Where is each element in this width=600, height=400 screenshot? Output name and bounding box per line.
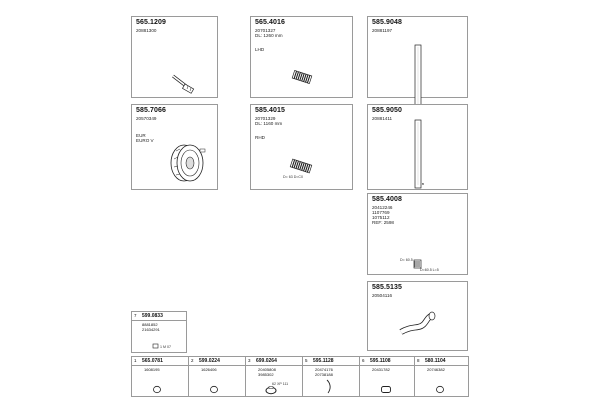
accessory-cell-5 <box>303 357 360 396</box>
diameter-note: D= 63 D=C0 <box>283 175 303 179</box>
part-number: 585.4008 <box>372 196 402 203</box>
part-number: 565.4016 <box>255 19 285 26</box>
part-number: 585.9050 <box>372 107 402 114</box>
part-card-4 <box>131 104 218 190</box>
part-card-7 <box>367 193 468 275</box>
clamp-note: 62 XP 111 <box>272 382 289 386</box>
part-card-5 <box>250 104 353 190</box>
straight-pipe-icon <box>412 119 426 191</box>
band-clamp-icon <box>264 386 278 395</box>
ref-number: 20881197 <box>372 28 393 33</box>
silencer-icon <box>166 139 206 185</box>
ref-number: 1608195 <box>144 367 160 372</box>
ref-number-2: 1107769 <box>372 210 390 215</box>
accessory-cell-3 <box>246 357 303 396</box>
part-number: 565.1209 <box>136 19 166 26</box>
ref-note: REF: 2598 <box>372 220 394 225</box>
part-number: 595.1108 <box>370 358 391 364</box>
clamp-ring-icon <box>435 385 445 394</box>
part-number: 585.9048 <box>372 19 402 26</box>
length-note: D=60.5 L=5 <box>420 268 439 272</box>
accessory-strip <box>131 356 469 397</box>
part-number: 599.0224 <box>199 358 220 364</box>
item-index: 6 <box>362 358 365 363</box>
ref-number-3: 1075112 <box>372 215 390 220</box>
part-number: 585.5135 <box>372 284 402 291</box>
accessory-cell-2 <box>189 357 246 396</box>
ref-number: 20412246 <box>372 205 393 210</box>
ref-number: 1626406 <box>201 367 217 372</box>
length-note: DL: 1160 mm <box>255 121 283 126</box>
ref-number: 20405808 <box>258 367 276 372</box>
hanger-icon <box>325 379 335 395</box>
item-index: 1 <box>134 358 137 363</box>
ref-number: 20570349 <box>136 116 157 121</box>
emission-note: EUR <box>136 133 146 138</box>
part-number: 585.7066 <box>136 107 166 114</box>
flexible-pipe-icon <box>170 72 200 94</box>
item-index: 2 <box>191 358 194 363</box>
ref-number: 20474176 <box>315 367 333 372</box>
part-number: 580.1104 <box>425 358 446 364</box>
part-card-6 <box>367 104 468 190</box>
part-number: 699.0264 <box>256 358 277 364</box>
ref-number-2: 3985302 <box>258 371 274 377</box>
ref-number-2: 21634291 <box>142 326 160 332</box>
ref-number: 20881300 <box>136 28 157 33</box>
bellows-icon <box>289 157 313 175</box>
accessory-cell-6 <box>360 357 415 396</box>
item-index: 8 <box>417 358 420 363</box>
ref-number: 20881411 <box>372 116 393 121</box>
part-number: 585.4015 <box>255 107 285 114</box>
drive-note: LHD <box>255 47 265 52</box>
item-index: 5 <box>305 358 308 363</box>
bellows-icon <box>291 69 313 85</box>
emission-note-2: EURO V <box>136 138 154 143</box>
ref-number: 20431782 <box>372 367 390 372</box>
svg-text:B: B <box>422 182 425 186</box>
item-index: 7 <box>134 313 137 318</box>
rubber-mount-icon <box>380 385 392 394</box>
ref-number-2: 20738188 <box>315 371 333 377</box>
ref-number: 8881852 <box>142 322 158 327</box>
ref-number: 20746382 <box>427 367 445 372</box>
drive-note: RHD <box>255 135 265 140</box>
ref-number: 20701329 <box>255 116 276 121</box>
bent-pipe-icon <box>398 310 438 338</box>
part-card-3 <box>367 16 468 98</box>
accessory-cell-1 <box>132 357 189 396</box>
part-card-side <box>131 311 187 353</box>
accessory-cell-8 <box>415 357 468 396</box>
ref-number: 20504116 <box>372 293 393 298</box>
clamp-ring-icon <box>209 385 219 394</box>
part-card-8 <box>367 281 468 351</box>
clamp-ring-icon <box>152 385 162 394</box>
part-number: 599.0833 <box>142 313 163 319</box>
gasket-icon <box>152 343 160 349</box>
part-number: 565.0781 <box>142 358 163 364</box>
diameter-note: D= 60.5 <box>400 258 413 262</box>
gasket-note: 1 M 07 <box>160 345 171 349</box>
item-index: 3 <box>248 358 251 363</box>
length-note: DL: 1260 mm <box>255 33 283 38</box>
part-number: 595.1128 <box>313 358 334 364</box>
part-card-2 <box>250 16 353 98</box>
ref-number: 20701327 <box>255 28 276 33</box>
